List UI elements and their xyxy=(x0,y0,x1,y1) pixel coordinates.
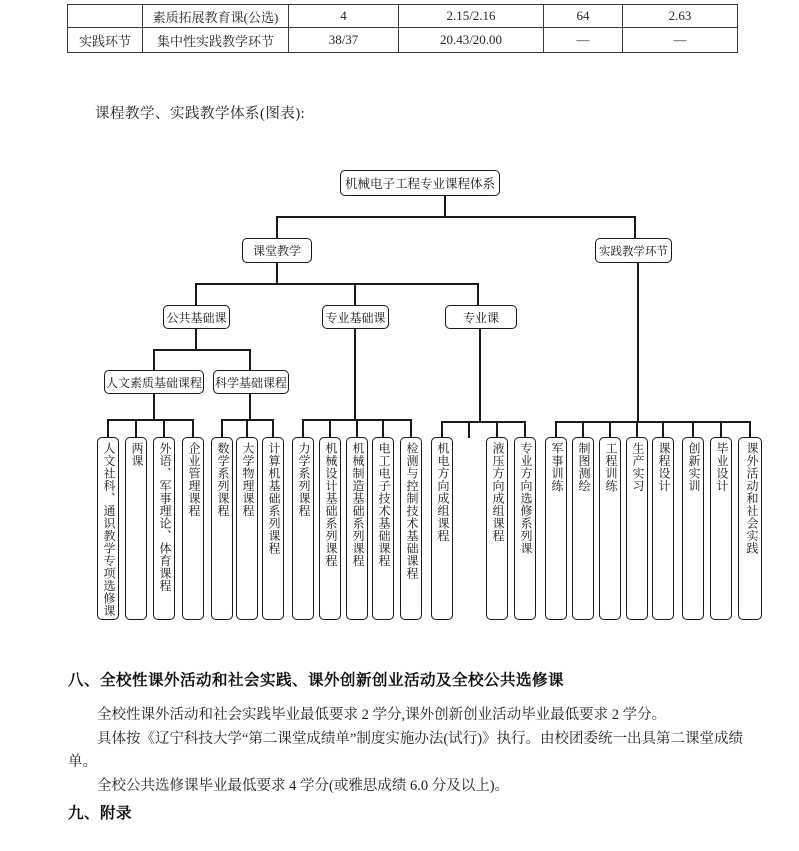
connector-line xyxy=(246,419,248,437)
leaf-course-box: 两课 xyxy=(125,437,147,620)
table-cell: — xyxy=(623,28,738,53)
connector-line xyxy=(276,216,636,218)
connector-line xyxy=(354,283,356,306)
node-root: 机械电子工程专业课程体系 xyxy=(340,170,500,196)
connector-line xyxy=(582,421,584,437)
leaf-course-box: 大学物理课程 xyxy=(236,437,258,620)
leaf-course-box: 液压方向成组课程 xyxy=(486,437,508,620)
connector-line xyxy=(153,393,155,420)
leaf-course-box: 企业管理课程 xyxy=(182,437,204,620)
leaf-course-box: 专业方向选修系列课 xyxy=(514,437,536,620)
leaf-course-box: 机械制造基础系列课程 xyxy=(346,437,368,620)
connector-line xyxy=(276,262,278,284)
section-9-heading: 九、附录 xyxy=(68,805,133,822)
connector-line xyxy=(356,419,358,437)
connector-line xyxy=(153,349,251,351)
connector-line xyxy=(468,421,470,438)
connector-line xyxy=(410,419,412,437)
connector-line xyxy=(107,419,194,421)
node-practice-teaching: 实践教学环节 xyxy=(595,238,672,263)
connector-line xyxy=(163,419,165,437)
connector-line xyxy=(441,421,526,423)
connector-line xyxy=(195,283,479,285)
connector-line xyxy=(221,419,223,437)
section-8-paragraph-2: 具体按《辽宁科技大学“第二课堂成绩单”制度实施办法(试行)》执行。由校团委统一出具第二课堂成绩单。 xyxy=(68,730,744,770)
section-8-paragraph-3: 全校公共选修课毕业最低要求 4 学分(或雅思成绩 6.0 分及以上)。 xyxy=(97,777,510,794)
connector-line xyxy=(444,196,446,218)
connector-line xyxy=(524,421,526,437)
connector-line xyxy=(272,419,274,437)
connector-line xyxy=(634,216,636,239)
connector-line xyxy=(153,349,155,371)
connector-line xyxy=(637,262,639,423)
connector-line xyxy=(609,421,611,437)
leaf-course-box: 机电方向成组课程 xyxy=(431,437,453,620)
leaf-course-box: 检测与控制技术基础课程 xyxy=(400,437,422,620)
leaf-course-box: 电工电子技术基础课程 xyxy=(372,437,394,620)
leaf-course-box: 生产实习 xyxy=(626,437,648,620)
connector-line xyxy=(135,419,137,437)
connector-line xyxy=(477,283,479,306)
node-science-basic: 科学基础课程 xyxy=(213,370,289,394)
connector-line xyxy=(195,283,197,306)
leaf-course-box: 课程设计 xyxy=(652,437,674,620)
node-major-basic-courses: 专业基础课 xyxy=(322,305,389,329)
connector-line xyxy=(720,421,722,437)
table-cell: 4 xyxy=(289,5,399,28)
table-cell: 20.43/20.00 xyxy=(399,28,544,53)
node-major-courses: 专业课 xyxy=(445,305,517,329)
leaf-course-box: 制图测绘 xyxy=(572,437,594,620)
section-8-paragraph-1: 全校性课外活动和社会实践毕业最低要求 2 学分,课外创新创业活动毕业最低要求 2 学分。 xyxy=(97,707,667,723)
connector-line xyxy=(249,393,251,420)
connector-line xyxy=(692,421,694,437)
table-cell: 2.63 xyxy=(623,5,738,28)
leaf-course-box: 毕业设计 xyxy=(710,437,732,620)
leaf-course-box: 工程训练 xyxy=(599,437,621,620)
bottom-sections xyxy=(68,668,746,823)
leaf-course-box: 外语、军事理论、体育课程 xyxy=(153,437,175,620)
leaf-course-box: 课外活动和社会实践 xyxy=(738,437,762,620)
connector-line xyxy=(192,419,194,437)
connector-line xyxy=(496,421,498,437)
connector-line xyxy=(662,421,664,437)
leaf-course-box: 计算机基础系列课程 xyxy=(262,437,284,620)
connector-line xyxy=(441,421,443,437)
connector-line xyxy=(276,216,278,239)
connector-line xyxy=(382,419,384,437)
connector-line xyxy=(302,419,304,437)
connector-line xyxy=(107,419,109,437)
connector-line xyxy=(555,421,557,437)
diagram-caption: 课程教学、实践教学体系(图表): xyxy=(95,106,306,122)
connector-line xyxy=(749,421,751,437)
table-cell: 2.15/2.16 xyxy=(399,5,544,28)
connector-line xyxy=(249,349,251,371)
section-8-heading: 八、全校性课外活动和社会实践、课外创新创业活动及全校公共选修课 xyxy=(68,672,565,689)
connector-line xyxy=(636,421,638,437)
table-cell: 素质拓展教育课(公选) xyxy=(143,5,289,28)
connector-line xyxy=(329,419,331,437)
leaf-course-box: 机械设计基础系列课程 xyxy=(319,437,341,620)
connector-line xyxy=(195,328,197,350)
leaf-course-box: 人文社科、通识教学专项选修课 xyxy=(97,437,119,620)
leaf-course-box: 力学系列课程 xyxy=(292,437,314,620)
leaf-course-box: 数学系列课程 xyxy=(211,437,233,620)
table-cell: — xyxy=(544,28,623,53)
node-classroom-teaching: 课堂教学 xyxy=(242,238,312,263)
table-cell: 集中性实践教学环节 xyxy=(143,28,289,53)
leaf-course-box: 创新实训 xyxy=(682,437,704,620)
node-humanities-basic: 人文素质基础课程 xyxy=(104,370,204,394)
connector-line xyxy=(354,328,356,420)
table-cell: 64 xyxy=(544,5,623,28)
table-cell: 实践环节 xyxy=(68,28,143,53)
table-cell: 38/37 xyxy=(289,28,399,53)
connector-line xyxy=(479,328,481,423)
leaf-course-box: 军事训练 xyxy=(545,437,567,620)
node-public-basic-courses: 公共基础课 xyxy=(163,305,230,329)
